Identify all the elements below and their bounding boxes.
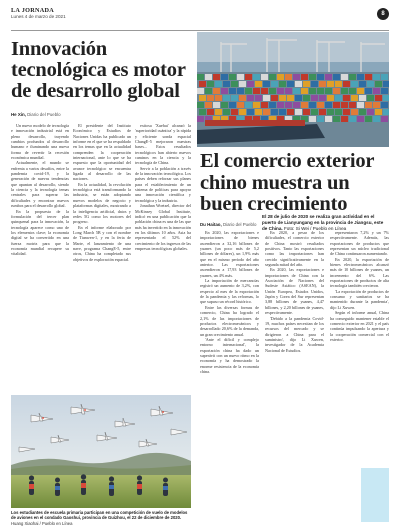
paragraph: 'Debido a la pandemia Covid-19, muchos países necesitan de los recursos del mercado y se dirigieron a China para el suministro', dijo Li Xuwen, investigador de la Academia Nacional de Estudios. [265,315,324,353]
page-number-badge: 8 [377,8,389,20]
port-containers-photo [197,32,389,147]
right-article-column-1 [200,230,259,522]
paragraph: En el informe elaborado por Long March 5B y con el nombre de Tianwen-1, y en la feria de Marte, el lanzamiento de una nave, programa ChangE-5, entre otros, China ha completado sus objetivos de exploración espacial. [73,224,131,262]
right-caption-lead: El 28 de julio de 2020 se realiza gran actividad en el puerto de Lianyungang en la provincia de Jiangsu, este de China. [262,214,384,231]
paragraph: En 2020, las exportaciones e importaciones de bienes ascendieron a 32,16 billones de yuanes (un poco más de 5,2 billones de dólares), un 1,9% más que en el mismo período del año anterior. Las exportaciones ascendieron a 17,93 billones de yuanes, un 4% más. [200,230,259,278]
left-byline-author: He Xin, [11,112,26,117]
right-byline-author: Du Haitao, [200,222,222,227]
right-article-column-3 [330,230,389,466]
paragraph: 'La exportación de productos de consumo y sanitarios se ha mantenido durante la pandemia', dijo Li Xuwen. [330,288,389,310]
left-caption-lead: Los estudiantes de escuela primaria participan en una competición de vuelo de modelos de aviones en el condado Gaoshui, provincia de Guizhou, el 22 de diciembre de 2020. [11,510,188,521]
paragraph: La importación de mercancías registró un aumento de 3,2%, con respecto al mes de la exportación de la pandemia y las reformas, lo que supuso un récord histórico. [200,278,259,305]
paragraph: Según el informe anual, China ha conseguido mantener estable el comercio exterior en 2021 y el país continúa impulsando la apertura y la cooperación comercial con el exterior. [330,310,389,342]
right-photo-caption [262,214,389,231]
paragraph: En la actualidad, la revolución tecnológica está transformando la industria, se están adoptando nuevos modelos de negocio y plataformas digitales, mostrando a la inteligencia artificial, datos y redes 5G como los motores del progreso. [73,181,131,225]
paragraph: Entre las diversas formas de comercio, China ha logrado el 2,1% de las importaciones de productos electromecánicos y desarrollado 20,6% de la demanda, un gran crecimiento anual. [200,304,259,337]
right-article-column-2 [265,230,324,522]
left-article-column-3 [135,123,191,391]
paragraph: Jonathan Woetzel, director del McKinsey Global Institute, indicó en una publicación que la población china es una de las que más ha invertido en la innovación en los últimos 10 años. Asia ha representado el 52% del crecimiento de los ingresos de las empresas tecnológicas globales. [135,203,191,251]
paragraph: Servir a la población a través de la innovación tecnológica. Los países deben reforzar sus planes para el establecimiento de un sistema de políticas para apoyar una innovación científica y tecnológica y la industria. [135,165,191,203]
port-illustration [197,32,389,147]
left-article-column-1 [11,123,69,391]
newspaper-name: LA JORNADA [11,7,55,14]
left-article-byline [11,112,191,117]
masthead [11,7,389,29]
paragraph: Actualmente, el mundo se enfrenta a varios desafíos, entre la pandemia covid-19, y la generación de nuevas tendencias que apuntan al desarrollo, siendo la ciencia y la tecnología temas centrales para superar las dificultades y encontrar nuevos rumbos para el desarrollo global. [11,160,69,209]
masthead-divider [11,30,389,31]
paragraph: 'Ante el difícil y complejo entorno internacional', la exportación china ha dado un superávit con un nuevo ritmo en la economía y ha demostrado la enorme resistencia de la economía china. [200,336,259,374]
left-caption-credit: Huang Xiaohai / Pueblo en Línea [11,520,73,526]
paragraph: En 2020, la exportación de bienes electromecánicos alcanzó más de 10 billones de yuanes, un incremento del 6%. Las exportaciones de productos de alta tecnología también crecieron. [330,256,389,289]
edition-date: Lunes 4 de marzo de 2021 [11,14,66,19]
paragraph: El presidente del Instituto Económico y Estudios de Naciones Unidas ha publicado un informe en el que se ha respaldado en los temas que en la actualidad comprenden la cooperación internacional, ante lo que se ha expuesto que la oportunidad del avance tecnológico se encuentra ligada al desarrollo de las naciones. [73,123,131,182]
paragraph: Un nuevo modelo de tecnología e innovación industrial está en pleno desarrollo, trayendo cambios profundos al desarrollo humano e iluminando una nueva forma de revertir la recesión económica mundial. [11,123,69,161]
right-caption-credit: Foto: Si Wei / Pueblo en Línea [283,225,347,231]
right-byline-source: Diario del Pueblo [222,222,257,227]
left-article-title: Innovación tecnológica es motor de desarrollo global [11,38,186,102]
left-byline-source: Diario del Pueblo [27,112,61,117]
paragraph: exitosa 'Xuehai' alcanzó la 'superioridad cuántica' y la rápida y eficiente sonda espacial ChangE-5 mejoraron nuestras bases... Estos resultados tecnológicos han abierto nuevos caminos en la ciencia y la tecnología de China. [135,123,191,166]
left-photo-caption [11,510,191,526]
model-airplanes-illustration [11,395,191,508]
paragraph: En la propuesta de la formulación del tercer plan quinquenal para la innovación, la tecnología aparece como uno de los elementos clave; la economía digital se ha convertido en una fuerza motriz para que la economía mundial recupere su vitalidad. [11,208,69,257]
model-airplanes-photo [11,395,191,508]
paragraph: En 2020, las exportaciones e importaciones de China con la Asociación de Naciones del Sudeste Asiático (ASEAN), la Unión Europea, Estados Unidos, Japón y Corea del Sur representan 3,88 billones de yuanes, 4,47 billones, y 2,20 billones de yuanes, respectivamente. [265,267,324,316]
corner-advertisement [361,468,389,522]
right-article-byline [200,222,260,227]
paragraph: En 2020, a pesar de los dificultades, el comercio exterior de China mostró resultados positivos. Tanto las exportaciones como las importaciones han crecido significativamente en la segunda mitad del año. [265,230,324,268]
right-article-title: El comercio exterior chino muestra un buen crecimiento [200,150,374,215]
paragraph: representaron 7,2% y un 7% respectivamente. Además, las exportaciones de productos que representan un núcleo tradicional de China continuaron aumentando. [330,230,389,257]
left-article-column-2 [73,123,131,391]
